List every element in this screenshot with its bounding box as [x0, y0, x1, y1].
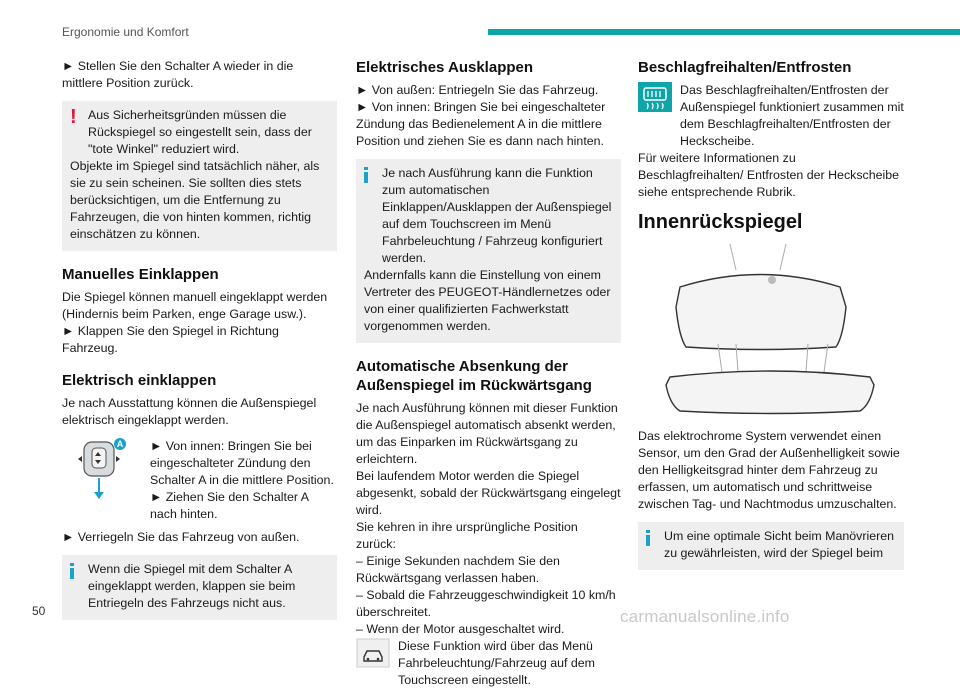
mirror-switch-icon: [62, 438, 142, 508]
paragraph: Bei laufendem Motor werden die Spiegel abgesenkt, sobald der Rückwärtsgang eingelegt wird.: [356, 469, 621, 517]
paragraph: Das Beschlagfreihalten/Entfrosten der Außenspiegel funktioniert zusammen mit dem Beschlagfreihalten/Entfrosten der Heckscheibe.: [680, 83, 904, 148]
warning-box: [62, 101, 337, 251]
interior-mirror-illustration: [638, 242, 904, 422]
step: ► Von außen: Entriegeln Sie das Fahrzeug.: [356, 83, 599, 97]
section-title: Ergonomie und Komfort: [62, 25, 189, 39]
info-text: Wenn die Spiegel mit dem Schalter A eingeklappt werden, klappen sie beim Entriegeln des Fahrzeugs nicht aus.: [88, 562, 296, 610]
column-1: [62, 58, 337, 632]
heading-manual-fold: Manuelles Einklappen: [62, 266, 219, 283]
info-text-1: Je nach Ausführung kann die Funktion zum automatischen Einklappen/Ausklappen der Außenspiegel auf dem Touchscreen im Menü Fahrbeleuchtung / Fahrzeug konfiguriert werden.: [382, 166, 612, 265]
info-box: [356, 159, 621, 343]
step: ► Von innen: Bringen Sie bei eingeschalteter Zündung das Bedienelement A in die mittlere Position und ziehen Sie es dann nach hinten.: [356, 100, 606, 148]
switch-steps: [150, 438, 337, 523]
info-icon: [646, 530, 650, 546]
paragraph: Das elektrochrome System verwendet einen Sensor, um den Grad der Außenhelligkeit sowie den Helligkeitsgrad hinter dem Fahrzeug zu erfassen, um automatisch und schrittweise zwischen Tag- und Nachtmodus umzuschalten.: [638, 429, 900, 511]
step: ► Ziehen Sie den Schalter A nach hinten.: [150, 490, 309, 521]
info-box: [638, 522, 904, 570]
list-item: – Einige Sekunden nachdem Sie den Rückwärtsgang verlassen haben.: [356, 554, 560, 585]
switch-label: A: [116, 439, 124, 449]
paragraph: Diese Funktion wird über das Menü Fahrbeleuchtung/Fahrzeug auf dem Touchscreen eingestellt.: [398, 639, 595, 687]
heading-electric-unfold: Elektrisches Ausklappen: [356, 59, 534, 76]
paragraph: Sie kehren in ihre ursprüngliche Position zurück:: [356, 520, 578, 551]
info-text: Um eine optimale Sicht beim Manövrieren zu gewährleisten, wird der Spiegel beim: [664, 529, 895, 560]
step: ► Klappen Sie den Spiegel in Richtung Fahrzeug.: [62, 324, 279, 355]
warning-icon: !: [70, 106, 77, 128]
info-icon: [70, 563, 74, 579]
list-item: – Wenn der Motor ausgeschaltet wird.: [356, 622, 565, 636]
header-accent-bar: [488, 29, 960, 35]
step: ► Von innen: Bringen Sie bei eingeschalteter Zündung den Schalter A in die mittlere Position.: [150, 439, 334, 487]
watermark: carmanualsonline.info: [620, 607, 790, 626]
heading-electric-fold: Elektrisch einklappen: [62, 372, 217, 389]
page-number: 50: [32, 604, 46, 618]
warning-text-2: Objekte im Spiegel sind tatsächlich näher, als sie zu sein scheinen. Sie sollten dies stets berücksichtigen, um die Entfernung zu Fahrzeugen, die von hinten kommen, richtig einschätzen zu können.: [70, 159, 320, 241]
info-icon: [364, 167, 368, 183]
column-2: [356, 58, 621, 689]
rear-defrost-icon: [638, 82, 672, 112]
heading-auto-lowering: Automatische Absenkung der Außenspiegel im Rückwärtsgang: [356, 358, 592, 394]
paragraph: Je nach Ausführung können mit dieser Funktion die Außenspiegel automatisch absenkt werden, um das Einparken im Rückwärtsgang zu erleichtern.: [356, 401, 618, 466]
warning-text-1: Aus Sicherheitsgründen müssen die Rückspiegel so eingestellt sein, dass der "tote Winkel" reduziert wird.: [88, 108, 312, 156]
menu-hint: [356, 638, 621, 689]
car-menu-icon: [356, 638, 390, 668]
list-item: – Sobald die Fahrzeuggeschwindigkeit 10 km/h überschreitet.: [356, 588, 616, 619]
info-box: [62, 555, 337, 620]
switch-instruction: [62, 438, 337, 523]
defrost-hint: [638, 82, 904, 150]
heading-defrost: Beschlagfreihalten/Entfrosten: [638, 59, 852, 76]
heading-interior-mirror: Innenrückspiegel: [638, 211, 803, 233]
paragraph: Für weitere Informationen zu Beschlagfreihalten/ Entfrosten der Heckscheibe siehe entsprechende Rubrik.: [638, 151, 900, 199]
paragraph: Je nach Ausstattung können die Außenspiegel elektrisch eingeklappt werden.: [62, 396, 317, 427]
paragraph: Die Spiegel können manuell eingeklappt werden (Hindernis beim Parken, enge Garage usw.).: [62, 290, 328, 321]
paragraph: ► Stellen Sie den Schalter A wieder in die mittlere Position zurück.: [62, 59, 294, 90]
column-3: [638, 58, 904, 582]
step: ► Verriegeln Sie das Fahrzeug von außen.: [62, 530, 300, 544]
info-text-2: Andernfalls kann die Einstellung von einem Vertreter des PEUGEOT-Händlernetzes oder von einer qualifizierten Fachwerkstatt vorgenommen werden.: [364, 268, 611, 333]
